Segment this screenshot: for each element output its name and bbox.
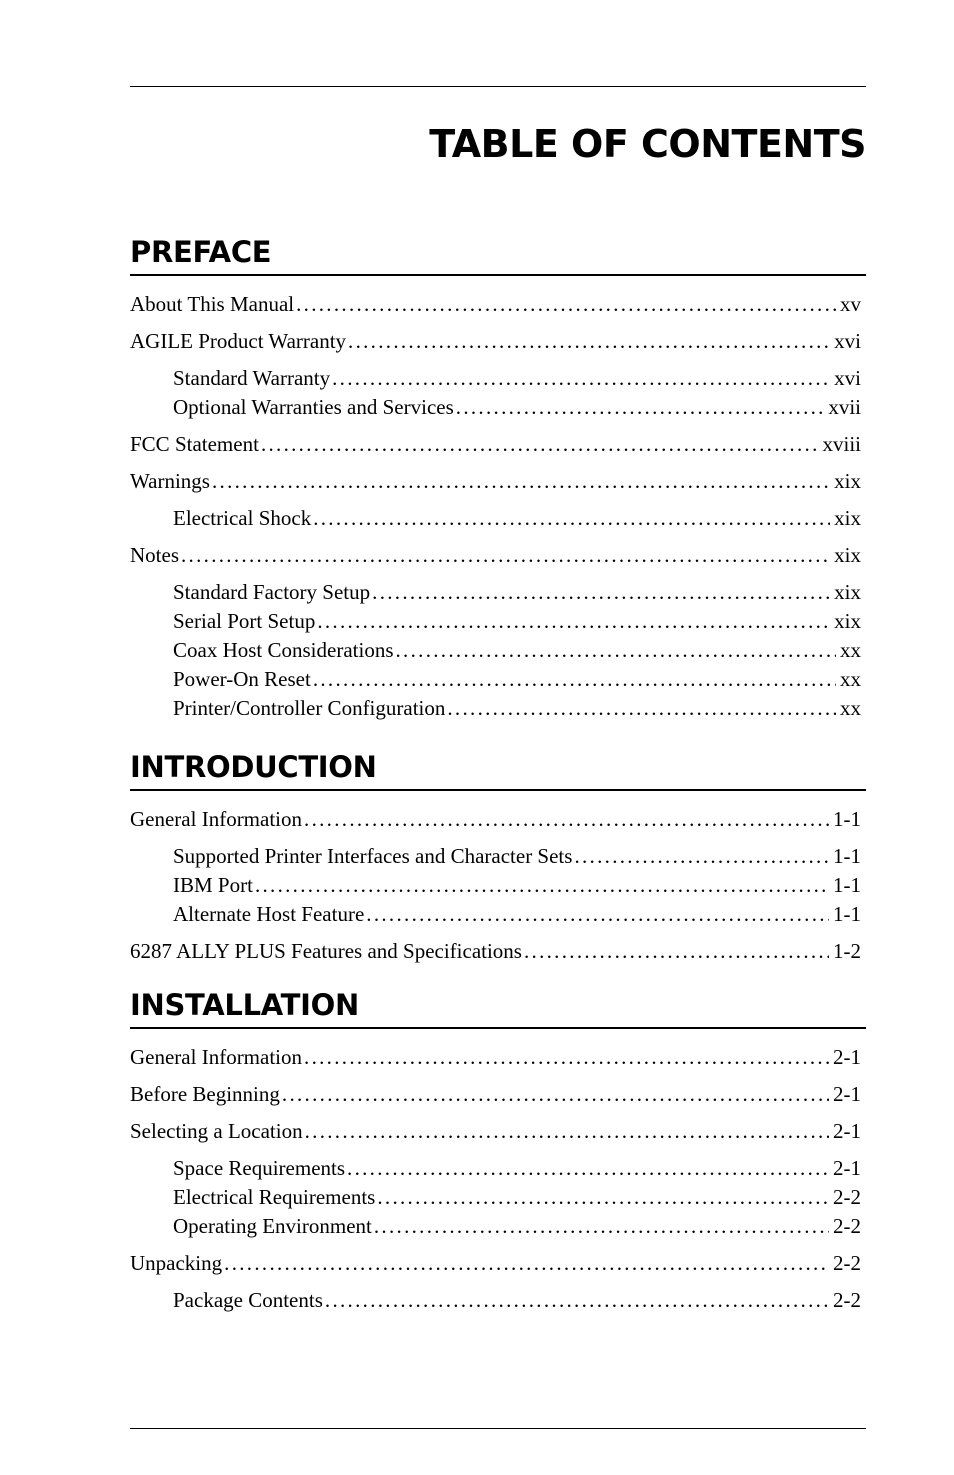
toc-entry[interactable] bbox=[130, 290, 861, 319]
toc-entry-title: Coax Host Considerations bbox=[173, 638, 394, 662]
toc-entry[interactable] bbox=[130, 504, 861, 533]
toc-entry-title: Selecting a Location bbox=[130, 1119, 303, 1143]
toc-entry-title: Standard Factory Setup bbox=[173, 580, 371, 604]
toc-entry-page: xx bbox=[840, 696, 861, 720]
toc-entry[interactable] bbox=[130, 694, 861, 723]
toc-entry-title: Space Requirements bbox=[173, 1156, 346, 1180]
toc-group bbox=[130, 467, 866, 496]
toc-entry-title: Notes bbox=[130, 543, 179, 567]
toc-group bbox=[130, 327, 866, 356]
dot-leader bbox=[396, 636, 837, 665]
dot-leader bbox=[332, 364, 830, 393]
dot-leader bbox=[377, 1183, 829, 1212]
section-title: INTRODUCTION bbox=[130, 749, 866, 791]
dot-leader bbox=[224, 1249, 829, 1278]
dot-leader bbox=[524, 937, 829, 966]
toc-entry-page: 2-1 bbox=[833, 1156, 861, 1180]
dot-leader bbox=[261, 430, 819, 459]
toc-entry-page: 1-1 bbox=[833, 873, 861, 897]
toc-group bbox=[130, 842, 866, 929]
toc-group bbox=[130, 578, 866, 723]
toc-entry-title: AGILE Product Warranty bbox=[130, 329, 347, 353]
toc-entry[interactable] bbox=[130, 393, 861, 422]
toc-entry[interactable] bbox=[130, 467, 861, 496]
toc-entry[interactable] bbox=[130, 541, 861, 570]
section-installation bbox=[130, 987, 866, 1315]
toc-entry[interactable] bbox=[130, 364, 861, 393]
dot-leader bbox=[212, 467, 830, 496]
toc-entry-title: 6287 ALLY PLUS Features and Specifications bbox=[130, 939, 522, 963]
toc-entry-page: 2-2 bbox=[833, 1251, 861, 1275]
dot-leader bbox=[313, 665, 836, 694]
dot-leader bbox=[447, 694, 836, 723]
dot-leader bbox=[305, 1117, 829, 1146]
toc-entry-title: Package Contents bbox=[173, 1288, 323, 1312]
dot-leader bbox=[296, 290, 836, 319]
toc-entry-page: 1-1 bbox=[833, 902, 861, 926]
toc-entry-page: xix bbox=[834, 580, 861, 604]
section-preface bbox=[130, 234, 866, 723]
toc-entry[interactable] bbox=[130, 1080, 861, 1109]
toc-entry-title: Warnings bbox=[130, 469, 210, 493]
toc-entry-title: Serial Port Setup bbox=[173, 609, 316, 633]
toc-entry-title: IBM Port bbox=[173, 873, 253, 897]
toc-entry-title: Before Beginning bbox=[130, 1082, 280, 1106]
toc-group bbox=[130, 364, 866, 422]
toc-group bbox=[130, 1286, 866, 1315]
toc-entry-title: About This Manual bbox=[130, 292, 295, 316]
toc-entry[interactable] bbox=[130, 665, 861, 694]
toc-group bbox=[130, 541, 866, 570]
dot-leader bbox=[372, 578, 830, 607]
toc-entry[interactable] bbox=[130, 1154, 861, 1183]
toc-entry-page: xx bbox=[840, 667, 861, 691]
dot-leader bbox=[366, 900, 829, 929]
toc-entry-title: Electrical Requirements bbox=[173, 1185, 376, 1209]
toc-group bbox=[130, 504, 866, 533]
toc-entry-page: xvii bbox=[828, 395, 861, 419]
section-title: PREFACE bbox=[130, 234, 866, 276]
toc-entry-page: 1-1 bbox=[833, 844, 861, 868]
toc-group bbox=[130, 1249, 866, 1278]
toc-entry-page: 2-1 bbox=[833, 1082, 861, 1106]
toc-entry-page: 2-1 bbox=[833, 1045, 861, 1069]
toc-entry[interactable] bbox=[130, 430, 861, 459]
dot-leader bbox=[255, 871, 829, 900]
toc-entry-page: 2-2 bbox=[833, 1288, 861, 1312]
dot-leader bbox=[304, 805, 829, 834]
toc-group bbox=[130, 430, 866, 459]
toc-group bbox=[130, 1117, 866, 1146]
toc-entry[interactable] bbox=[130, 607, 861, 636]
toc-entry-page: xvi bbox=[834, 366, 861, 390]
toc-entry-title: Unpacking bbox=[130, 1251, 223, 1275]
toc-entry-title: Supported Printer Interfaces and Character Sets bbox=[173, 844, 573, 868]
section-introduction bbox=[130, 749, 866, 966]
toc-group bbox=[130, 1080, 866, 1109]
toc-group bbox=[130, 1154, 866, 1241]
dot-leader bbox=[304, 1043, 829, 1072]
toc-entry-page: xix bbox=[834, 506, 861, 530]
dot-leader bbox=[348, 327, 830, 356]
toc-entry-page: 1-1 bbox=[833, 807, 861, 831]
dot-leader bbox=[374, 1212, 829, 1241]
page-title: TABLE OF CONTENTS bbox=[429, 122, 866, 166]
toc-entry-title: Operating Environment bbox=[173, 1214, 372, 1238]
toc-entry[interactable] bbox=[130, 636, 861, 665]
toc-entry-page: xix bbox=[834, 609, 861, 633]
dot-leader bbox=[181, 541, 830, 570]
dot-leader bbox=[313, 504, 830, 533]
toc-entry[interactable] bbox=[130, 871, 861, 900]
toc-entry-title: Standard Warranty bbox=[173, 366, 331, 390]
section-title: INSTALLATION bbox=[130, 987, 866, 1029]
toc-group bbox=[130, 1043, 866, 1072]
dot-leader bbox=[325, 1286, 829, 1315]
toc-entry[interactable] bbox=[130, 937, 861, 966]
toc-entry-title: FCC Statement bbox=[130, 432, 259, 456]
toc-group bbox=[130, 805, 866, 834]
toc-entry-title: General Information bbox=[130, 807, 303, 831]
dot-leader bbox=[574, 842, 829, 871]
toc-entry[interactable] bbox=[130, 805, 861, 834]
toc-entry-page: xvi bbox=[834, 329, 861, 353]
toc-entry[interactable] bbox=[130, 1286, 861, 1315]
dot-leader bbox=[317, 607, 830, 636]
toc-entry-page: 1-2 bbox=[833, 939, 861, 963]
toc-entry[interactable] bbox=[130, 1212, 861, 1241]
toc-entry-page: xix bbox=[834, 543, 861, 567]
dot-leader bbox=[456, 393, 825, 422]
toc-entry-page: xv bbox=[840, 292, 861, 316]
toc-entry-page: 2-2 bbox=[833, 1214, 861, 1238]
toc-entry-page: xviii bbox=[822, 432, 861, 456]
toc-entry-title: Optional Warranties and Services bbox=[173, 395, 454, 419]
toc-entry-title: Alternate Host Feature bbox=[173, 902, 365, 926]
toc-entry-title: Power-On Reset bbox=[173, 667, 311, 691]
toc-entry-page: xix bbox=[834, 469, 861, 493]
toc-entry[interactable] bbox=[130, 1117, 861, 1146]
dot-leader bbox=[282, 1080, 829, 1109]
top-rule bbox=[130, 86, 866, 87]
toc-entry-title: Printer/Controller Configuration bbox=[173, 696, 446, 720]
toc-entry-title: General Information bbox=[130, 1045, 303, 1069]
dot-leader bbox=[347, 1154, 829, 1183]
toc-group bbox=[130, 937, 866, 966]
toc-entry[interactable] bbox=[130, 1043, 861, 1072]
toc-group bbox=[130, 290, 866, 319]
toc-entry[interactable] bbox=[130, 1183, 861, 1212]
toc-entry[interactable] bbox=[130, 900, 861, 929]
bottom-rule bbox=[130, 1428, 866, 1429]
toc-entry[interactable] bbox=[130, 1249, 861, 1278]
toc-entry[interactable] bbox=[130, 578, 861, 607]
toc-entry-page: 2-1 bbox=[833, 1119, 861, 1143]
toc-entry-page: xx bbox=[840, 638, 861, 662]
toc-entry[interactable] bbox=[130, 842, 861, 871]
toc-entry-page: 2-2 bbox=[833, 1185, 861, 1209]
toc-entry-title: Electrical Shock bbox=[173, 506, 312, 530]
toc-entry[interactable] bbox=[130, 327, 861, 356]
